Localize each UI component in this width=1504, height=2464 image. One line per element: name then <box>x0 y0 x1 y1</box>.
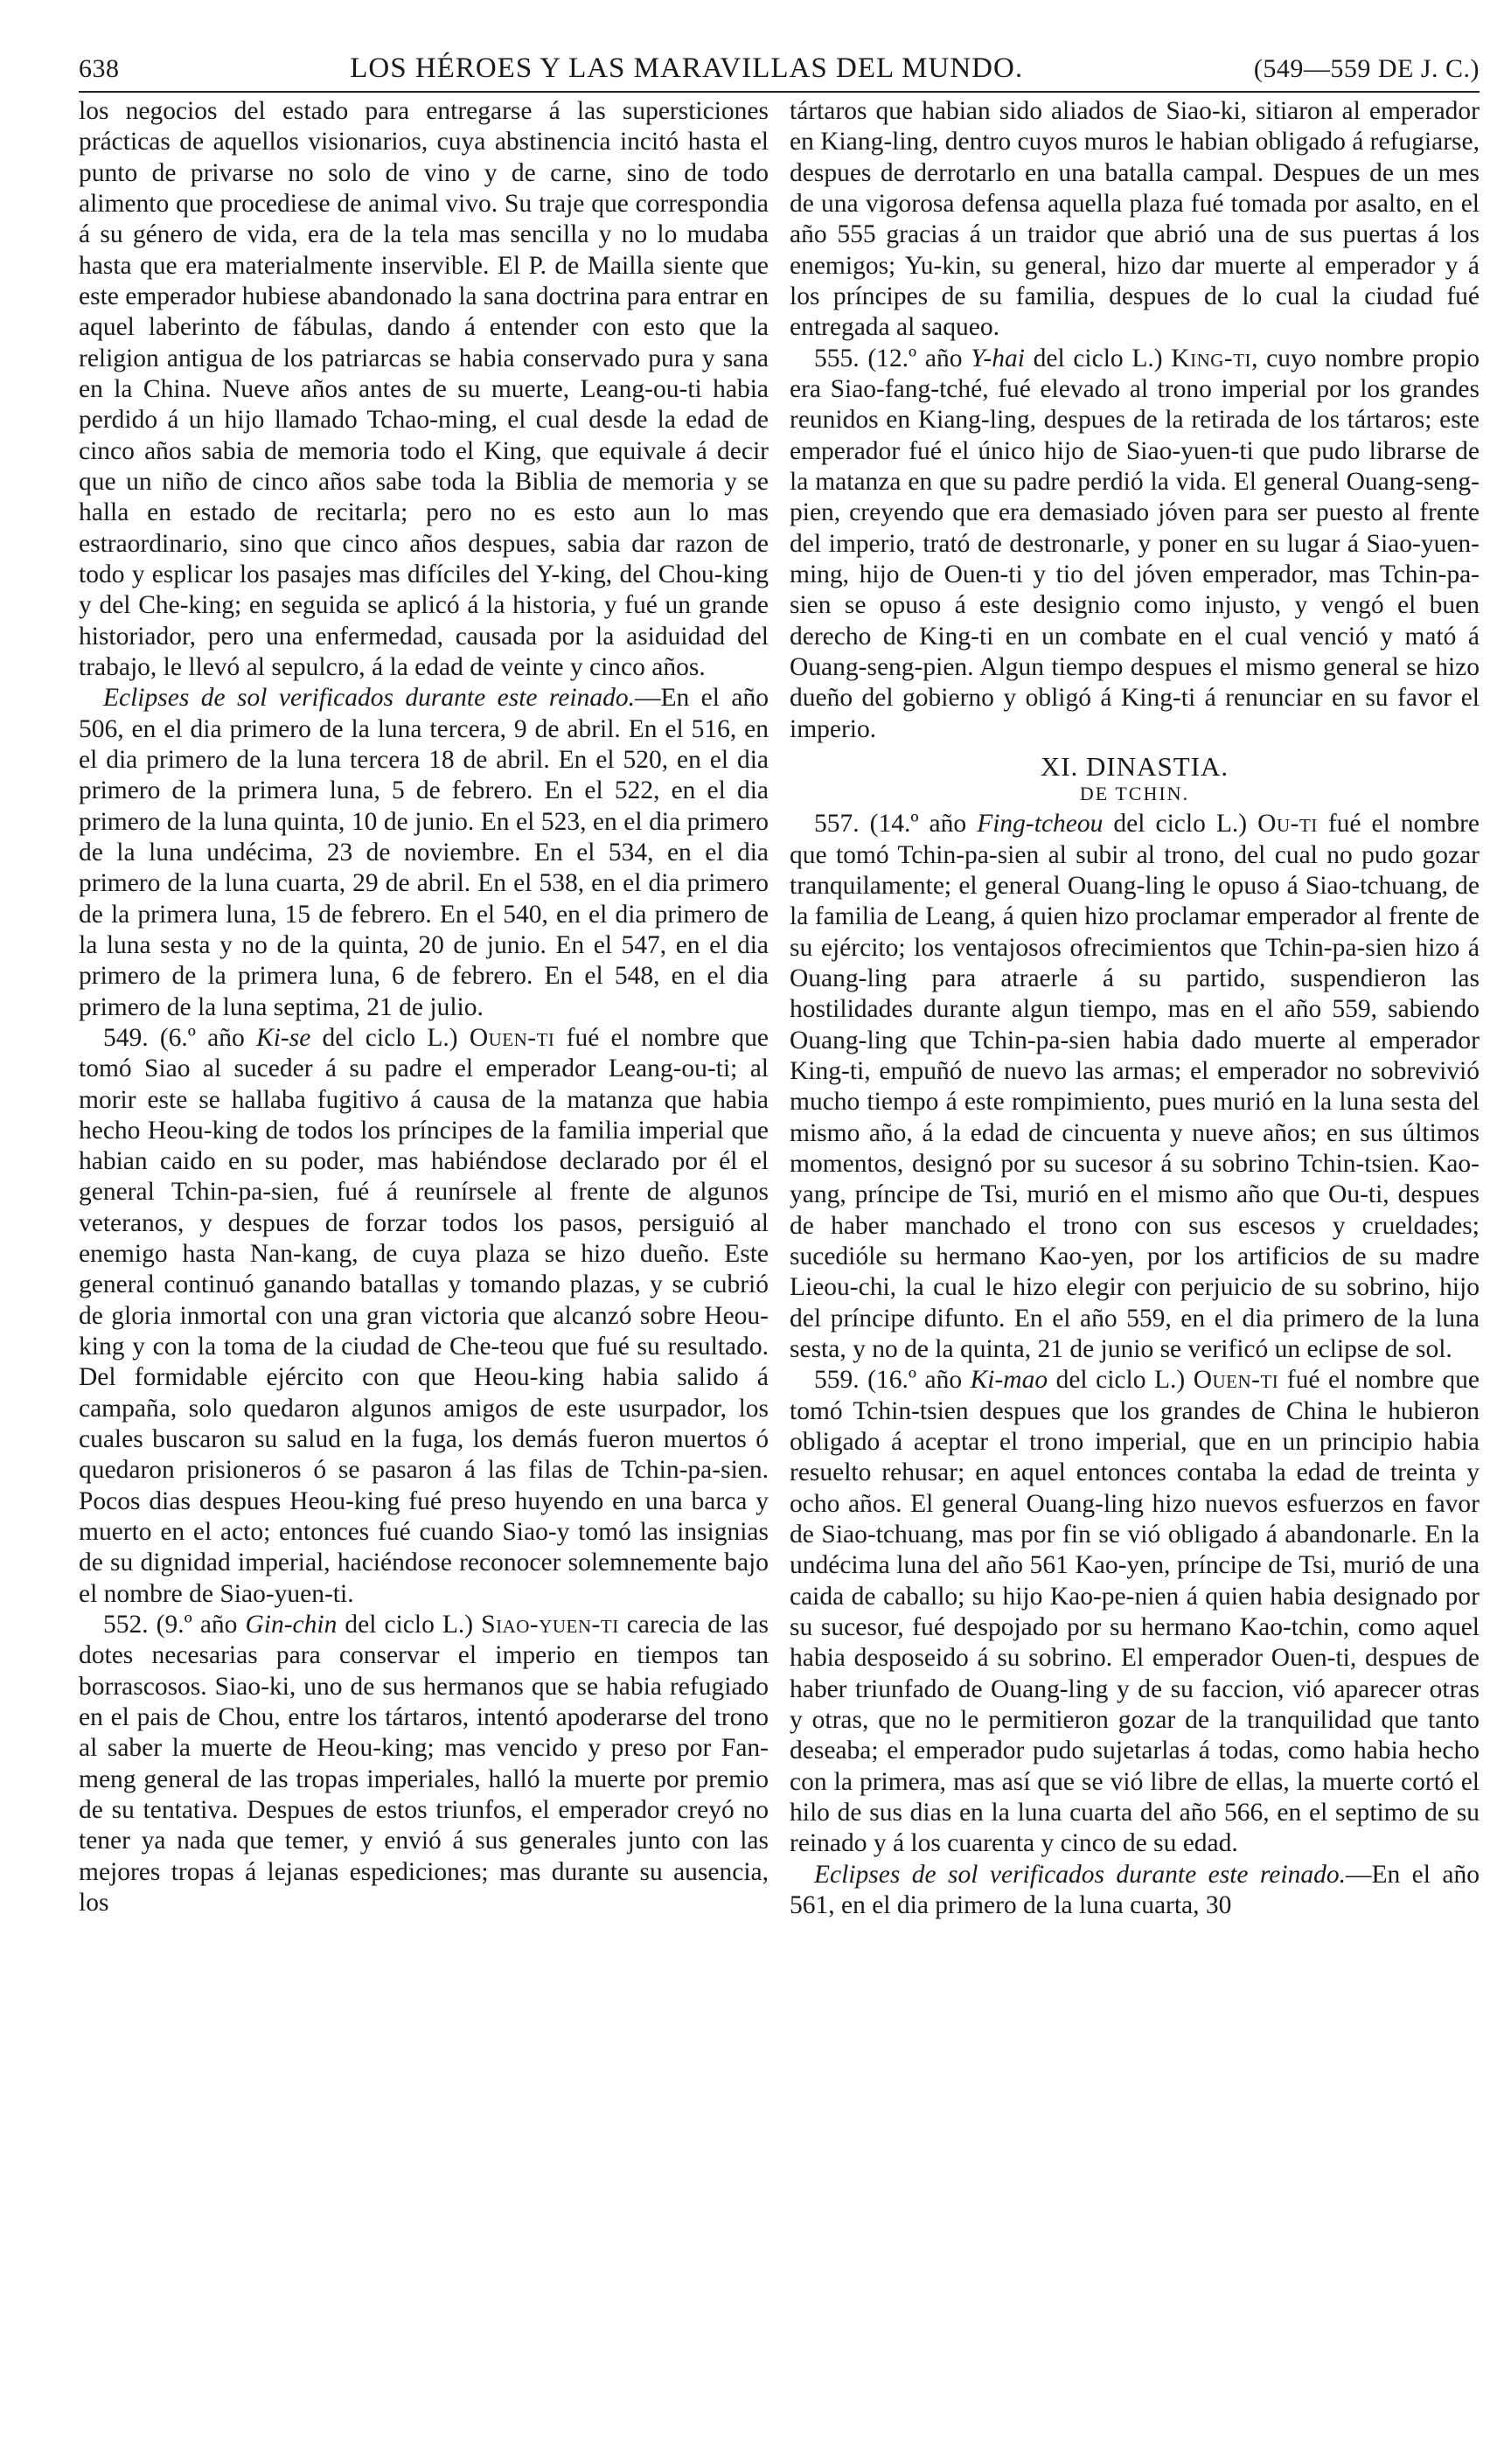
entry-cycle: Ki-mao <box>970 1366 1048 1395</box>
dynasty-subtitle: DE TCHIN. <box>1079 783 1190 805</box>
entry-lead: 549. (6.º año <box>103 1023 257 1052</box>
entry-emperor-name: Siao-yuen-ti <box>481 1611 619 1639</box>
entry-emperor-name: King-ti <box>1171 344 1252 372</box>
entry-text: carecia de las dotes necesarias para conservar el imperio en tiempos tan borrascosos. Siao-ki, uno de sus hermanos que se habia refugiado en el pais de Chou, entre los tártaros, intentó apoderarse del trono al saber la muerte de Heou-king; mas vencido y preso por Fan-meng general de las tropas imperiales, halló la muerte por premio de su tentativa. Despues de estos triunfos, el emperador creyó no tener ya nada que temer, y envió á sus generales junto con las mejores tropas á lejanas espediciones; mas durante su ausencia, los <box>79 1611 769 1918</box>
eclipse-text: —En el año 506, en el dia primero de la luna tercera, 9 de abril. En el 516, en el dia primero de la luna tercera 18 de abril. En el 520, en el dia primero de la primera luna, 5 de febrero. En el 522, en el dia primero de la luna quinta, 10 de junio. En el 523, en el dia primero de la luna undécima, 23 de noviembre. En el 534, en el dia primero de la luna cuarta, 29 de abril. En el 538, en el dia primero de la primera luna, 15 de febrero. En el 540, en el dia primero de la luna sesta y no de la quinta, 20 de junio. En el 547, en el dia primero de la primera luna, 6 de febrero. En el 548, en el dia primero de la luna septima, 21 de julio. <box>79 684 769 1021</box>
entry-emperor-name: Ouen-ti <box>469 1023 555 1052</box>
entry-lead: 559. (16.º año <box>814 1366 971 1395</box>
entry-emperor-name: Ou-ti <box>1257 810 1318 839</box>
entry-mid: del ciclo L.) <box>1103 810 1258 839</box>
entry-557 <box>790 809 1480 1365</box>
entry-text: fué el nombre que tomó Tchin-pa-sien al subir al trono, del cual no pudo gozar tranquilamente; el general Ouang-ling le opuso á Siao-tchuang, de la familia de Leang, á quien hizo proclamar emperador al frente de su ejército; los ventajosos ofrecimientos que Tchin-pa-sien hizo á Ouang-ling para atraerle á su partido, suspendieron las hostilidades durante algun tiempo, mas en el año 559, sabiendo Ouang-ling que Tchin-pa-sien habia dado muerte al emperador King-ti, empuñó de nuevo las armas; el emperador no sobrevivió mucho tiempo á este rompimiento, pues murió en la luna sesta del mismo año, á la edad de cincuenta y nueve años; en sus últimos momentos, designó por su sucesor á su sobrino Tchin-tsien. Kao-yang, príncipe de Tsi, murió en el mismo año que Ou-ti, despues de haber manchado el trono con sus escesos y crueldades; sucedióle su hermano Kao-yen, por los artificios de su madre Lieou-chi, la cual le hizo elegir con perjuicio de su sobrino, hijo del príncipe difunto. En el año 559, en el dia primero de la luna sesta, y no de la quinta, 21 de junio se verificó un eclipse de sol. <box>790 810 1480 1363</box>
eclipse-paragraph <box>79 683 769 1023</box>
running-title: LOS HÉROES Y LAS MARAVILLAS DEL MUNDO. <box>350 52 1024 84</box>
header-rule <box>79 91 1480 93</box>
entry-mid: del ciclo L.) <box>1024 344 1172 372</box>
running-header <box>79 52 1480 91</box>
entry-lead: 557. (14.º año <box>814 810 978 839</box>
entry-text: , cuyo nombre propio era Siao-fang-tché, fué elevado al trono imperial por los grandes reunidos en Kiang-ling, despues de la retirada de los tártaros; este emperador fué el único hijo de Siao-yuen-ti que pudo librarse de la matanza en que su padre perdió la vida. El general Ouang-seng-pien, creyendo que era demasiado jóven para ser puesto al frente del imperio, trató de destronarle, y poner en su lugar á Siao-yuen-ming, hijo de Ouen-ti y tio del jóven emperador, mas Tchin-pa-sien se opuso á este designio como injusto, y vengó el buen derecho de King-ti en un combate en el cual venció y mató á Ouang-seng-pien. Algun tiempo despues el mismo general se hizo dueño del gobierno y obligó á King-ti á renunciar en su favor el imperio. <box>790 344 1480 743</box>
entry-mid: del ciclo L.) <box>1048 1366 1194 1395</box>
date-range: (549—559 DE J. C.) <box>1253 54 1480 83</box>
entry-emperor-name: Ouen-ti <box>1193 1366 1279 1395</box>
entry-cycle: Y-hai <box>971 344 1025 372</box>
entry-549 <box>79 1023 769 1610</box>
entry-cycle: Ki-se <box>256 1023 311 1052</box>
entry-lead: 555. (12.º año <box>814 344 971 372</box>
eclipse-paragraph <box>790 1860 1480 1922</box>
left-column <box>79 96 769 1921</box>
entry-lead: 552. (9.º año <box>103 1611 246 1639</box>
paragraph-continuation: tártaros que habian sido aliados de Siao-ki, sitiaron al emperador en Kiang-ling, dentro cuyos muros le habian obligado á refugiarse, despues de derrotarlo en una batalla campal. Despues de un mes de una vigorosa defensa aquella plaza fué tomada por asalto, en el año 555 gracias á un traidor que abrió una de sus puertas á los enemigos; Yu-kin, su general, hizo dar muerte al emperador y á los príncipes de su familia, despues de lo cual la ciudad fué entregada al saqueo. <box>790 97 1480 342</box>
entry-mid: del ciclo L.) <box>310 1023 470 1052</box>
entry-cycle: Gin-chin <box>245 1611 338 1639</box>
eclipse-heading: Eclipses de sol verificados durante este reinado. <box>103 684 635 713</box>
right-column <box>790 96 1480 1921</box>
page-number: 638 <box>79 54 120 83</box>
entry-555 <box>790 344 1480 745</box>
text-columns <box>79 96 1480 1921</box>
entry-cycle: Fing-tcheou <box>977 810 1104 839</box>
entry-mid: del ciclo L.) <box>337 1611 482 1639</box>
paragraph-continuation: los negocios del estado para entregarse á las supersticiones prácticas de aquellos visionarios, cuya abstinencia incitó hasta el punto de privarse no solo de vino y de carne, sino de todo alimento que procediese de animal vivo. Su traje que correspondia á su género de vida, era de la tela mas sencilla y no lo mudaba hasta que era materialmente inservible. El P. de Mailla siente que este emperador hubiese abandonado la sana doctrina para entrar en aquel laberinto de fábulas, dando á entender con esto que la religion antigua de los patriarcas se habia conservado pura y sana en la China. Nueve años antes de su muerte, Leang-ou-ti habia perdido á un hijo llamado Tchao-ming, el cual desde la edad de cinco años sabia de memoria todo el King, que equivale á decir que un niño de cinco años sabe toda la Biblia de memoria y se halla en estado de recitarla; pero no es esto aun lo mas estraordinario, sino que cinco años despues, sabia dar razon de todo y esplicar los pasajes mas difíciles del Y-king, del Chou-king y del Che-king; en seguida se aplicó á la historia, y fué un grande historiador, pero una enfermedad, causada por la asiduidad del trabajo, le llevó al sepulcro, á la edad de veinte y cinco años. <box>79 97 769 681</box>
eclipse-heading: Eclipses de sol verificados durante este reinado. <box>814 1860 1346 1889</box>
entry-text: fué el nombre que tomó Siao al suceder á su padre el emperador Leang-ou-ti; al morir este se hallaba fugitivo á causa de la matanza que habia hecho Heou-king de todos los príncipes de la familia imperial que habian caido en su poder, mas habiéndose declarado por él el general Tchin-pa-sien, fué á reunírsele al frente de algunos veteranos, y despues de forzar todos los pasos, persiguió al enemigo hasta Nan-kang, de cuya plaza se hizo dueño. Este general continuó ganando batallas y tomando plazas, y se cubrió de gloria inmortal con una gran victoria que alcanzó sobre Heou-king y con la toma de la ciudad de Che-teou que fué su resultado. Del formidable ejército con que Heou-king habia salido á campaña, solo quedaron algunos amigos de este usurpador, los cuales buscaron su salud en la fuga, los demás fueron muertos ó quedaron prisioneros ó se pasaron á las filas de Tchin-pa-sien. Pocos dias despues Heou-king fué preso huyendo en una barca y muerto en el acto; entonces fué cuando Siao-y tomó las insignias de su dignidad imperial, haciéndose reconocer solemnemente bajo el nombre de Siao-yuen-ti. <box>79 1023 769 1608</box>
entry-text: fué el nombre que tomó Tchin-tsien despues que los grandes de China le hubieron obligado á aceptar el trono imperial, que en un principio habia resuelto rehusar; en aquel entonces contaba la edad de treinta y ocho años. El general Ouang-ling hizo nuevos esfuerzos en favor de Siao-tchuang, mas por fin se vió obligado á abandonarle. En la undécima luna del año 561 Kao-yen, príncipe de Tsi, murió de una caida de caballo; su hijo Kao-pe-nien á quien habia designado por su sucesor, fué despojado por su hermano Kao-tchin, como aquel habia desposeido á su sobrino. El emperador Ouen-ti, despues de haber triunfado de Ouang-ling y de su faccion, vió aparecer otras y otras, que no le permitieron gozar de la tranquilidad que tanto deseaba; el emperador pudo sujetarlas á todas, como habia hecho con la primera, mas así que se vió libre de ellas, la muerte cortó el hilo de sus dias en la luna cuarta del año 566, en el septimo de su reinado y á los cuarenta y cinco de su edad. <box>790 1366 1480 1858</box>
dynasty-title: XI. DINASTIA. <box>1040 750 1229 782</box>
entry-552 <box>79 1610 769 1918</box>
eclipse-text: —En el año 561, en el dia primero de la luna cuarta, 30 <box>790 1860 1480 1919</box>
entry-559 <box>790 1365 1480 1859</box>
